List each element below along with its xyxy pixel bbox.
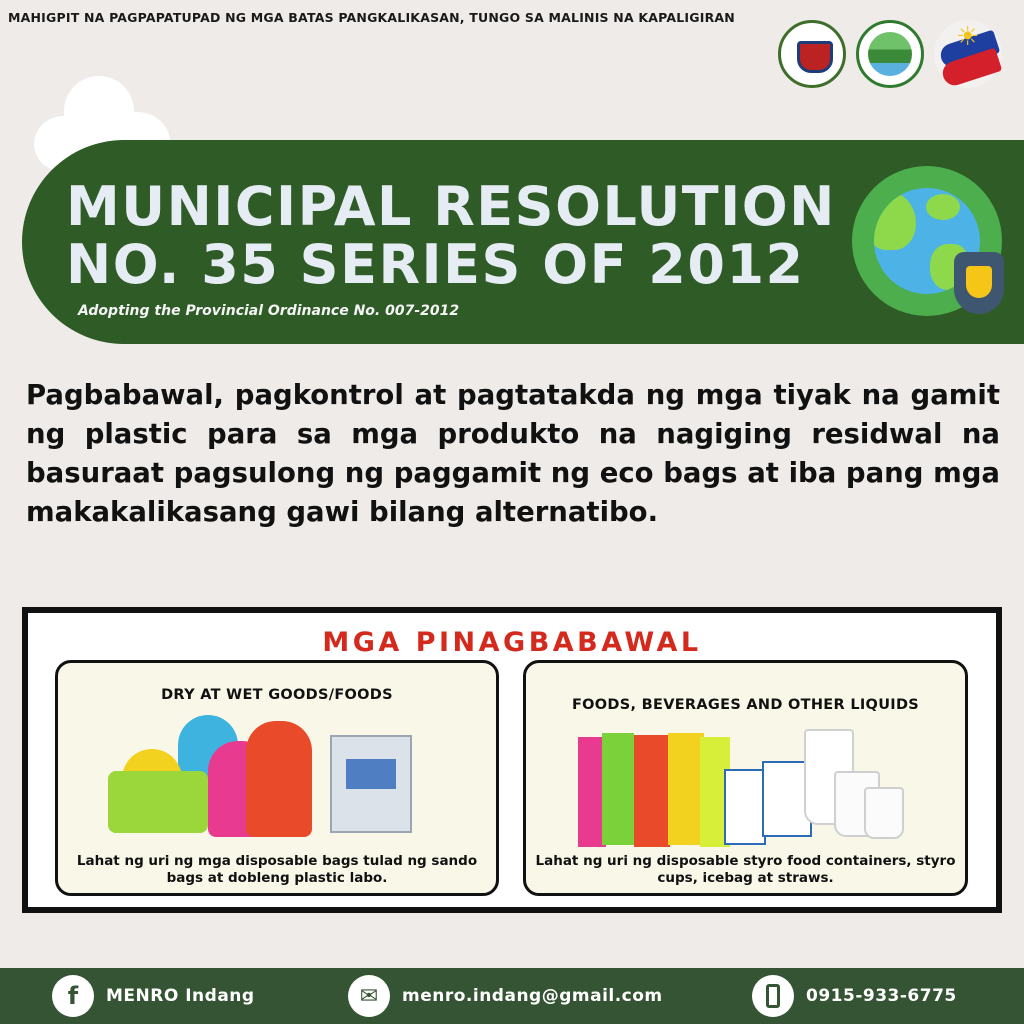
menro-seal-logo [856,20,924,88]
email-icon: ✉ [348,975,390,1017]
banner-subtitle: Adopting the Provincial Ordinance No. 007-2012 [78,303,460,319]
facebook-label: MENRO Indang [106,986,255,1006]
title-line-1: MUNICIPAL RESOLUTION [66,175,836,238]
phone-icon [752,975,794,1017]
footer [0,968,1024,1024]
philippine-flag-logo: ☀ [934,20,1002,88]
page-title [66,175,836,296]
prohibited-title: MGA PINAGBABAWAL [322,627,702,658]
logos [778,20,1002,88]
title-line-2: NO. 35 SERIES OF 2012 [66,233,805,296]
card-description: Lahat ng uri ng mga disposable bags tulad ng sando bags at dobleng plastic labo. [76,853,478,886]
card-description: Lahat ng uri ng disposable styro food containers, styro cups, icebag at straws. [535,853,956,886]
email-label: menro.indang@gmail.com [402,986,663,1006]
resolution-description: Pagbabawal, pagkontrol at pagtatakda ng mga tiyak na gamit ng plastic para sa mga produkto na nagiging residwal na basuraat pagsulong ng paggamit ng eco bags at iba pang mga makakalikasang gawi bilang alternatibo. [26,379,1000,528]
card-foods-beverages [523,660,968,896]
plastic-bags-image [98,713,456,848]
footer-email[interactable] [348,975,663,1017]
tagline: MAHIGPIT NA PAGPAPATUPAD NG MGA BATAS PANGKALIKASAN, TUNGO SA MALINIS NA KAPALIGIRAN [8,10,735,25]
footer-facebook[interactable] [52,975,255,1017]
facebook-icon: f [52,975,94,1017]
footer-phone[interactable] [752,975,957,1017]
shield-icon [954,252,1004,314]
card-title: FOODS, BEVERAGES AND OTHER LIQUIDS [571,697,920,713]
phone-label: 0915-933-6775 [806,986,957,1006]
card-dry-wet-goods [55,660,499,896]
card-title: DRY AT WET GOODS/FOODS [161,687,393,703]
styro-and-straws-image [578,721,921,856]
indang-seal-logo [778,20,846,88]
